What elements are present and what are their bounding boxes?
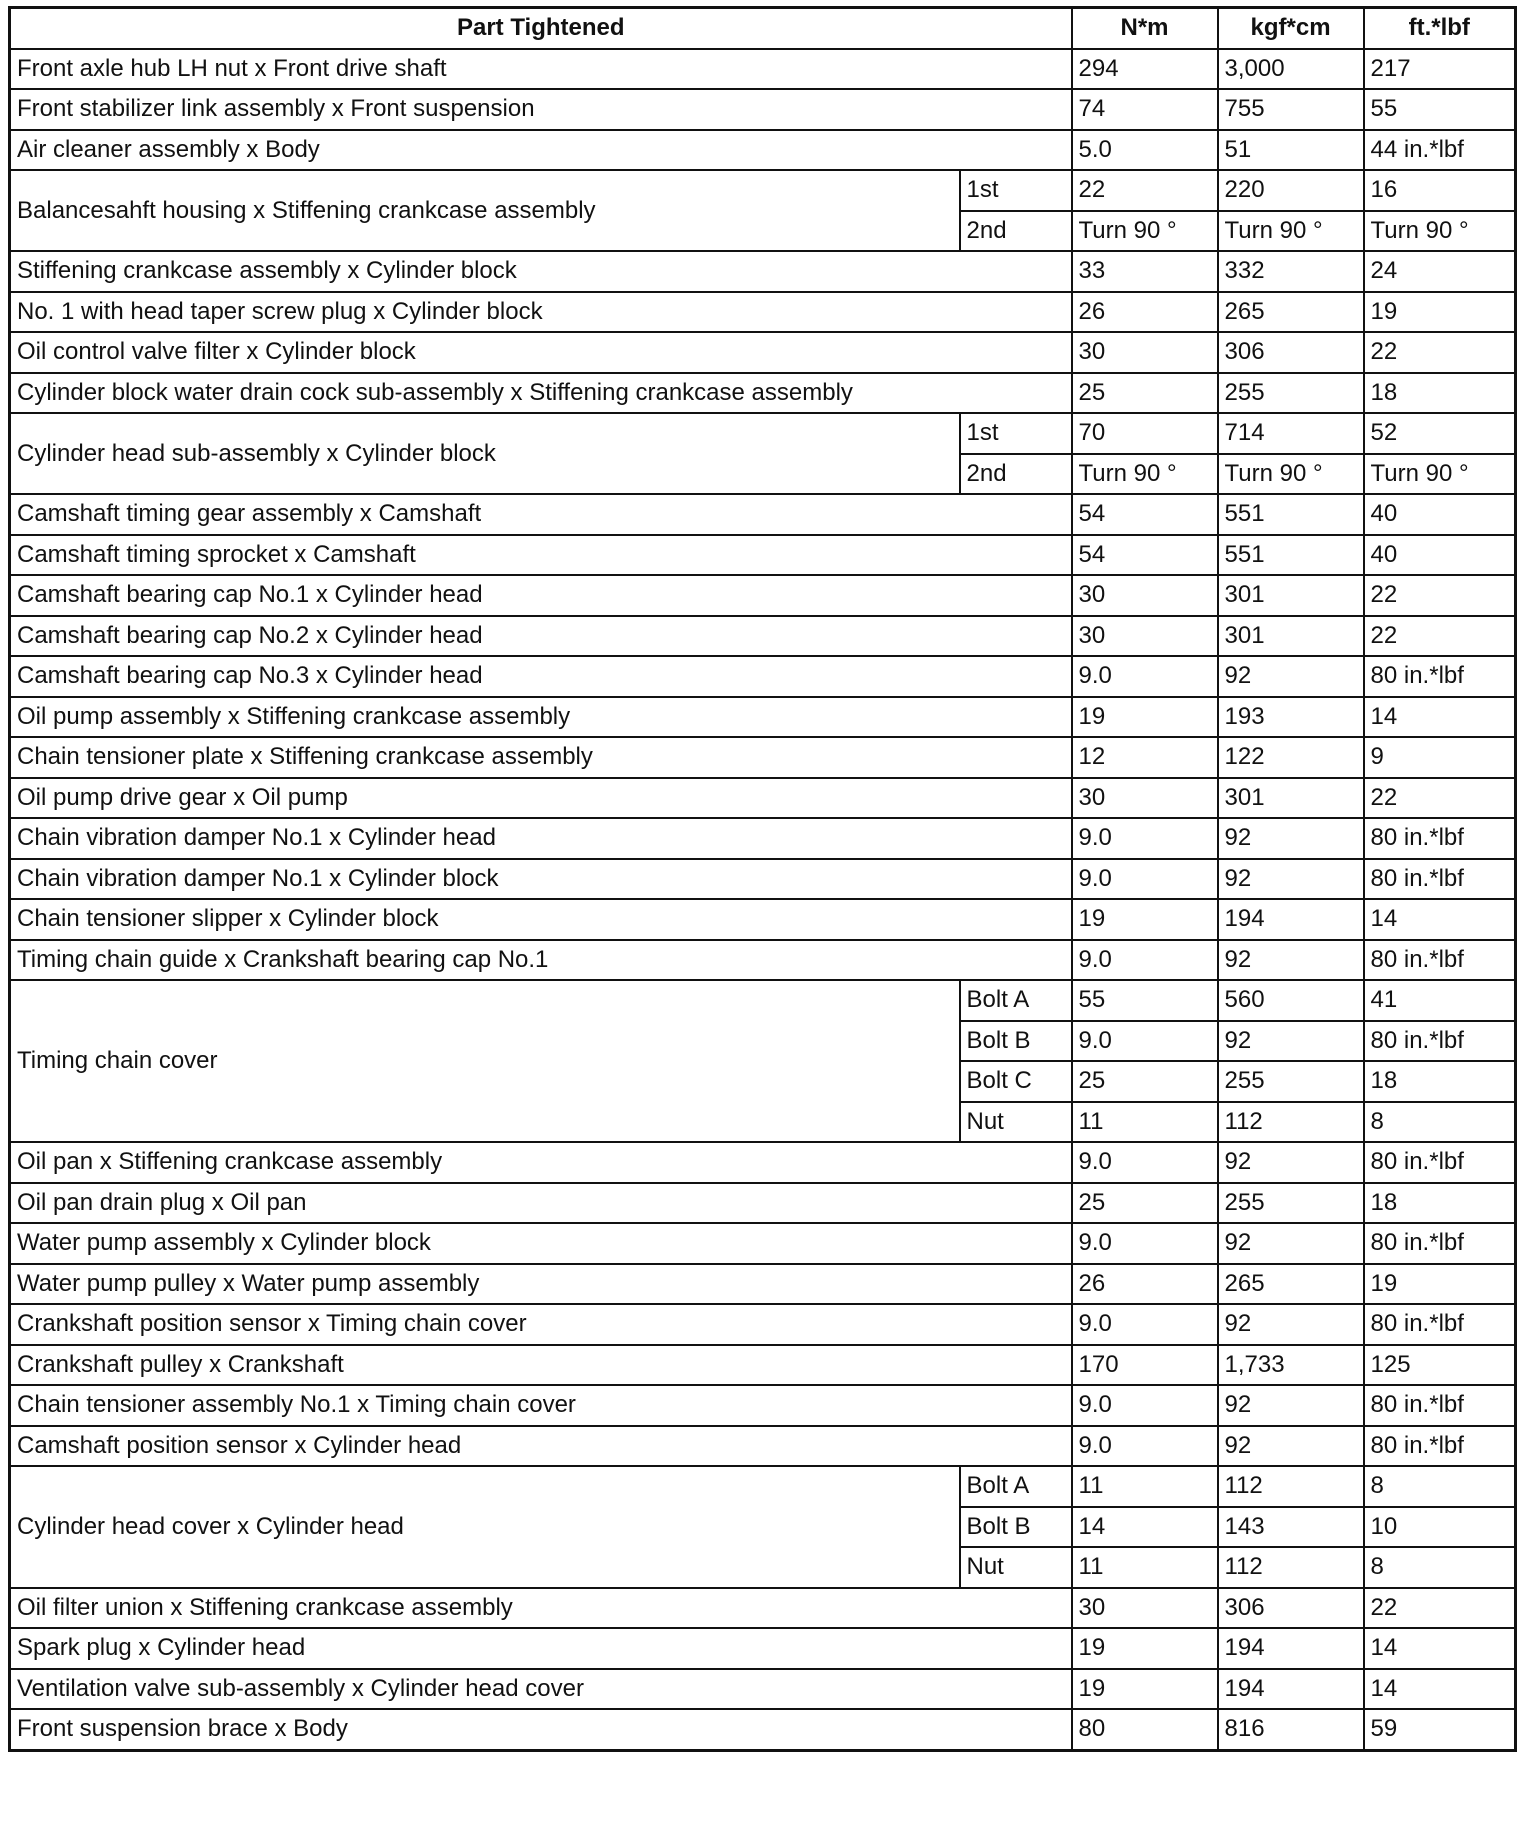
table-row bbox=[10, 1304, 1516, 1345]
table-row bbox=[10, 859, 1516, 900]
ftlbf-cell: 19 bbox=[1364, 1264, 1516, 1305]
ftlbf-cell: 40 bbox=[1364, 535, 1516, 576]
ftlbf-cell: 18 bbox=[1364, 1061, 1516, 1102]
kgfcm-cell: 51 bbox=[1218, 130, 1364, 171]
ftlbf-cell: 24 bbox=[1364, 251, 1516, 292]
kgfcm-cell: 92 bbox=[1218, 1304, 1364, 1345]
ftlbf-cell: 14 bbox=[1364, 1628, 1516, 1669]
ftlbf-cell: 80 in.*lbf bbox=[1364, 656, 1516, 697]
ftlbf-cell: Turn 90 ° bbox=[1364, 454, 1516, 495]
ftlbf-cell: 22 bbox=[1364, 332, 1516, 373]
nm-cell: 19 bbox=[1072, 1669, 1218, 1710]
kgfcm-cell: 560 bbox=[1218, 980, 1364, 1021]
part-cell: Cylinder block water drain cock sub-assembly x Stiffening crankcase assembly bbox=[10, 373, 1072, 414]
table-row bbox=[10, 89, 1516, 130]
kgfcm-cell: 92 bbox=[1218, 940, 1364, 981]
kgfcm-cell: 301 bbox=[1218, 616, 1364, 657]
nm-cell: 30 bbox=[1072, 1588, 1218, 1629]
table-row bbox=[10, 1183, 1516, 1224]
table-row bbox=[10, 1466, 1516, 1507]
part-cell: Stiffening crankcase assembly x Cylinder block bbox=[10, 251, 1072, 292]
ftlbf-cell: 80 in.*lbf bbox=[1364, 1304, 1516, 1345]
step-cell: Bolt A bbox=[960, 1466, 1072, 1507]
table-row bbox=[10, 940, 1516, 981]
kgfcm-cell: 755 bbox=[1218, 89, 1364, 130]
table-row bbox=[10, 899, 1516, 940]
table-row bbox=[10, 535, 1516, 576]
ftlbf-cell: 14 bbox=[1364, 697, 1516, 738]
table-row bbox=[10, 778, 1516, 819]
kgfcm-cell: 92 bbox=[1218, 818, 1364, 859]
table-row bbox=[10, 1223, 1516, 1264]
part-cell: Cylinder head sub-assembly x Cylinder block bbox=[10, 413, 960, 494]
nm-cell: 30 bbox=[1072, 575, 1218, 616]
kgfcm-cell: 220 bbox=[1218, 170, 1364, 211]
step-cell: Bolt B bbox=[960, 1021, 1072, 1062]
nm-cell: 294 bbox=[1072, 49, 1218, 90]
ftlbf-cell: 80 in.*lbf bbox=[1364, 1385, 1516, 1426]
table-row bbox=[10, 494, 1516, 535]
table-row bbox=[10, 373, 1516, 414]
kgfcm-cell: 265 bbox=[1218, 292, 1364, 333]
nm-cell: 25 bbox=[1072, 1183, 1218, 1224]
part-cell: Crankshaft pulley x Crankshaft bbox=[10, 1345, 1072, 1386]
part-cell: Water pump pulley x Water pump assembly bbox=[10, 1264, 1072, 1305]
nm-cell: 25 bbox=[1072, 373, 1218, 414]
table-row bbox=[10, 656, 1516, 697]
kgfcm-cell: 122 bbox=[1218, 737, 1364, 778]
step-cell: 1st bbox=[960, 413, 1072, 454]
kgfcm-cell: 112 bbox=[1218, 1102, 1364, 1143]
nm-cell: 9.0 bbox=[1072, 818, 1218, 859]
nm-cell: 25 bbox=[1072, 1061, 1218, 1102]
step-cell: 1st bbox=[960, 170, 1072, 211]
kgfcm-cell: 1,733 bbox=[1218, 1345, 1364, 1386]
ftlbf-cell: 19 bbox=[1364, 292, 1516, 333]
header-part-tightened: Part Tightened bbox=[10, 8, 1072, 49]
ftlbf-cell: 80 in.*lbf bbox=[1364, 1426, 1516, 1467]
part-cell: Spark plug x Cylinder head bbox=[10, 1628, 1072, 1669]
table-row bbox=[10, 818, 1516, 859]
torque-spec-table bbox=[8, 6, 1517, 1752]
kgfcm-cell: 255 bbox=[1218, 1061, 1364, 1102]
ftlbf-cell: 59 bbox=[1364, 1709, 1516, 1750]
kgfcm-cell: 143 bbox=[1218, 1507, 1364, 1548]
kgfcm-cell: 92 bbox=[1218, 1223, 1364, 1264]
table-row bbox=[10, 49, 1516, 90]
nm-cell: 30 bbox=[1072, 616, 1218, 657]
kgfcm-cell: 306 bbox=[1218, 332, 1364, 373]
nm-cell: 9.0 bbox=[1072, 1385, 1218, 1426]
ftlbf-cell: 22 bbox=[1364, 1588, 1516, 1629]
part-cell: Camshaft bearing cap No.3 x Cylinder head bbox=[10, 656, 1072, 697]
nm-cell: 170 bbox=[1072, 1345, 1218, 1386]
nm-cell: 19 bbox=[1072, 899, 1218, 940]
part-cell: Camshaft bearing cap No.1 x Cylinder head bbox=[10, 575, 1072, 616]
part-cell: Balancesahft housing x Stiffening crankcase assembly bbox=[10, 170, 960, 251]
ftlbf-cell: 10 bbox=[1364, 1507, 1516, 1548]
kgfcm-cell: 255 bbox=[1218, 1183, 1364, 1224]
ftlbf-cell: 41 bbox=[1364, 980, 1516, 1021]
ftlbf-cell: 8 bbox=[1364, 1547, 1516, 1588]
nm-cell: 19 bbox=[1072, 1628, 1218, 1669]
ftlbf-cell: 16 bbox=[1364, 170, 1516, 211]
table-row bbox=[10, 1628, 1516, 1669]
part-cell: Front stabilizer link assembly x Front suspension bbox=[10, 89, 1072, 130]
part-cell: Crankshaft position sensor x Timing chain cover bbox=[10, 1304, 1072, 1345]
part-cell: Air cleaner assembly x Body bbox=[10, 130, 1072, 171]
nm-cell: 33 bbox=[1072, 251, 1218, 292]
table-row bbox=[10, 292, 1516, 333]
nm-cell: 9.0 bbox=[1072, 1021, 1218, 1062]
ftlbf-cell: 40 bbox=[1364, 494, 1516, 535]
table-row bbox=[10, 737, 1516, 778]
nm-cell: 30 bbox=[1072, 332, 1218, 373]
table-row bbox=[10, 1669, 1516, 1710]
kgfcm-cell: 551 bbox=[1218, 494, 1364, 535]
kgfcm-cell: 551 bbox=[1218, 535, 1364, 576]
part-cell: Chain vibration damper No.1 x Cylinder head bbox=[10, 818, 1072, 859]
nm-cell: 11 bbox=[1072, 1466, 1218, 1507]
table-body bbox=[10, 49, 1516, 1751]
nm-cell: 30 bbox=[1072, 778, 1218, 819]
ftlbf-cell: 80 in.*lbf bbox=[1364, 940, 1516, 981]
nm-cell: 5.0 bbox=[1072, 130, 1218, 171]
kgfcm-cell: 301 bbox=[1218, 778, 1364, 819]
part-cell: Camshaft position sensor x Cylinder head bbox=[10, 1426, 1072, 1467]
header-kgfcm: kgf*cm bbox=[1218, 8, 1364, 49]
kgfcm-cell: 3,000 bbox=[1218, 49, 1364, 90]
part-cell: Front suspension brace x Body bbox=[10, 1709, 1072, 1750]
table-row bbox=[10, 1385, 1516, 1426]
part-cell: Chain tensioner plate x Stiffening crankcase assembly bbox=[10, 737, 1072, 778]
step-cell: 2nd bbox=[960, 454, 1072, 495]
nm-cell: 26 bbox=[1072, 1264, 1218, 1305]
nm-cell: 9.0 bbox=[1072, 656, 1218, 697]
ftlbf-cell: 80 in.*lbf bbox=[1364, 1142, 1516, 1183]
nm-cell: 55 bbox=[1072, 980, 1218, 1021]
part-cell: Oil pan drain plug x Oil pan bbox=[10, 1183, 1072, 1224]
nm-cell: 9.0 bbox=[1072, 859, 1218, 900]
ftlbf-cell: 9 bbox=[1364, 737, 1516, 778]
nm-cell: 54 bbox=[1072, 535, 1218, 576]
header-row bbox=[10, 8, 1516, 49]
table-row bbox=[10, 1426, 1516, 1467]
nm-cell: 80 bbox=[1072, 1709, 1218, 1750]
step-cell: Bolt C bbox=[960, 1061, 1072, 1102]
part-cell: Timing chain guide x Crankshaft bearing cap No.1 bbox=[10, 940, 1072, 981]
table-row bbox=[10, 413, 1516, 454]
nm-cell: 26 bbox=[1072, 292, 1218, 333]
kgfcm-cell: 193 bbox=[1218, 697, 1364, 738]
kgfcm-cell: 301 bbox=[1218, 575, 1364, 616]
ftlbf-cell: 22 bbox=[1364, 575, 1516, 616]
kgfcm-cell: 194 bbox=[1218, 1669, 1364, 1710]
ftlbf-cell: 14 bbox=[1364, 899, 1516, 940]
kgfcm-cell: 714 bbox=[1218, 413, 1364, 454]
part-cell: Ventilation valve sub-assembly x Cylinder head cover bbox=[10, 1669, 1072, 1710]
table-row bbox=[10, 170, 1516, 211]
nm-cell: Turn 90 ° bbox=[1072, 211, 1218, 252]
ftlbf-cell: 22 bbox=[1364, 778, 1516, 819]
step-cell: 2nd bbox=[960, 211, 1072, 252]
nm-cell: 12 bbox=[1072, 737, 1218, 778]
part-cell: Water pump assembly x Cylinder block bbox=[10, 1223, 1072, 1264]
nm-cell: 9.0 bbox=[1072, 1142, 1218, 1183]
table-row bbox=[10, 697, 1516, 738]
nm-cell: 22 bbox=[1072, 170, 1218, 211]
ftlbf-cell: 80 in.*lbf bbox=[1364, 818, 1516, 859]
step-cell: Nut bbox=[960, 1102, 1072, 1143]
kgfcm-cell: 265 bbox=[1218, 1264, 1364, 1305]
table-row bbox=[10, 980, 1516, 1021]
kgfcm-cell: 92 bbox=[1218, 1426, 1364, 1467]
ftlbf-cell: 217 bbox=[1364, 49, 1516, 90]
table-row bbox=[10, 1709, 1516, 1750]
ftlbf-cell: 8 bbox=[1364, 1102, 1516, 1143]
ftlbf-cell: 125 bbox=[1364, 1345, 1516, 1386]
nm-cell: 54 bbox=[1072, 494, 1218, 535]
table-row bbox=[10, 1345, 1516, 1386]
table-row bbox=[10, 616, 1516, 657]
part-cell: Camshaft timing gear assembly x Camshaft bbox=[10, 494, 1072, 535]
nm-cell: 70 bbox=[1072, 413, 1218, 454]
nm-cell: 9.0 bbox=[1072, 1304, 1218, 1345]
header-nm: N*m bbox=[1072, 8, 1218, 49]
ftlbf-cell: 44 in.*lbf bbox=[1364, 130, 1516, 171]
part-cell: Oil pan x Stiffening crankcase assembly bbox=[10, 1142, 1072, 1183]
table-row bbox=[10, 575, 1516, 616]
nm-cell: 9.0 bbox=[1072, 1223, 1218, 1264]
kgfcm-cell: 306 bbox=[1218, 1588, 1364, 1629]
ftlbf-cell: 80 in.*lbf bbox=[1364, 1021, 1516, 1062]
kgfcm-cell: Turn 90 ° bbox=[1218, 211, 1364, 252]
ftlbf-cell: 22 bbox=[1364, 616, 1516, 657]
table-row bbox=[10, 1142, 1516, 1183]
nm-cell: 11 bbox=[1072, 1547, 1218, 1588]
table-row bbox=[10, 332, 1516, 373]
table-row bbox=[10, 1264, 1516, 1305]
header-ftlbf: ft.*lbf bbox=[1364, 8, 1516, 49]
kgfcm-cell: 92 bbox=[1218, 1142, 1364, 1183]
table-row bbox=[10, 251, 1516, 292]
kgfcm-cell: 255 bbox=[1218, 373, 1364, 414]
ftlbf-cell: Turn 90 ° bbox=[1364, 211, 1516, 252]
kgfcm-cell: 194 bbox=[1218, 899, 1364, 940]
kgfcm-cell: 816 bbox=[1218, 1709, 1364, 1750]
kgfcm-cell: 194 bbox=[1218, 1628, 1364, 1669]
kgfcm-cell: 92 bbox=[1218, 656, 1364, 697]
ftlbf-cell: 80 in.*lbf bbox=[1364, 1223, 1516, 1264]
table-row bbox=[10, 130, 1516, 171]
ftlbf-cell: 14 bbox=[1364, 1669, 1516, 1710]
kgfcm-cell: 92 bbox=[1218, 1021, 1364, 1062]
part-cell: No. 1 with head taper screw plug x Cylinder block bbox=[10, 292, 1072, 333]
part-cell: Oil pump assembly x Stiffening crankcase assembly bbox=[10, 697, 1072, 738]
part-cell: Chain vibration damper No.1 x Cylinder block bbox=[10, 859, 1072, 900]
kgfcm-cell: 92 bbox=[1218, 859, 1364, 900]
kgfcm-cell: 92 bbox=[1218, 1385, 1364, 1426]
nm-cell: 9.0 bbox=[1072, 940, 1218, 981]
part-cell: Front axle hub LH nut x Front drive shaft bbox=[10, 49, 1072, 90]
part-cell: Oil control valve filter x Cylinder block bbox=[10, 332, 1072, 373]
kgfcm-cell: 112 bbox=[1218, 1547, 1364, 1588]
nm-cell: Turn 90 ° bbox=[1072, 454, 1218, 495]
nm-cell: 74 bbox=[1072, 89, 1218, 130]
part-cell: Chain tensioner slipper x Cylinder block bbox=[10, 899, 1072, 940]
nm-cell: 11 bbox=[1072, 1102, 1218, 1143]
step-cell: Nut bbox=[960, 1547, 1072, 1588]
step-cell: Bolt B bbox=[960, 1507, 1072, 1548]
kgfcm-cell: 332 bbox=[1218, 251, 1364, 292]
ftlbf-cell: 18 bbox=[1364, 1183, 1516, 1224]
kgfcm-cell: Turn 90 ° bbox=[1218, 454, 1364, 495]
part-cell: Camshaft timing sprocket x Camshaft bbox=[10, 535, 1072, 576]
ftlbf-cell: 80 in.*lbf bbox=[1364, 859, 1516, 900]
step-cell: Bolt A bbox=[960, 980, 1072, 1021]
ftlbf-cell: 18 bbox=[1364, 373, 1516, 414]
ftlbf-cell: 8 bbox=[1364, 1466, 1516, 1507]
table-row bbox=[10, 1588, 1516, 1629]
ftlbf-cell: 55 bbox=[1364, 89, 1516, 130]
part-cell: Chain tensioner assembly No.1 x Timing chain cover bbox=[10, 1385, 1072, 1426]
nm-cell: 19 bbox=[1072, 697, 1218, 738]
part-cell: Oil filter union x Stiffening crankcase assembly bbox=[10, 1588, 1072, 1629]
nm-cell: 9.0 bbox=[1072, 1426, 1218, 1467]
part-cell: Oil pump drive gear x Oil pump bbox=[10, 778, 1072, 819]
nm-cell: 14 bbox=[1072, 1507, 1218, 1548]
kgfcm-cell: 112 bbox=[1218, 1466, 1364, 1507]
ftlbf-cell: 52 bbox=[1364, 413, 1516, 454]
part-cell: Cylinder head cover x Cylinder head bbox=[10, 1466, 960, 1588]
part-cell: Camshaft bearing cap No.2 x Cylinder head bbox=[10, 616, 1072, 657]
part-cell: Timing chain cover bbox=[10, 980, 960, 1142]
